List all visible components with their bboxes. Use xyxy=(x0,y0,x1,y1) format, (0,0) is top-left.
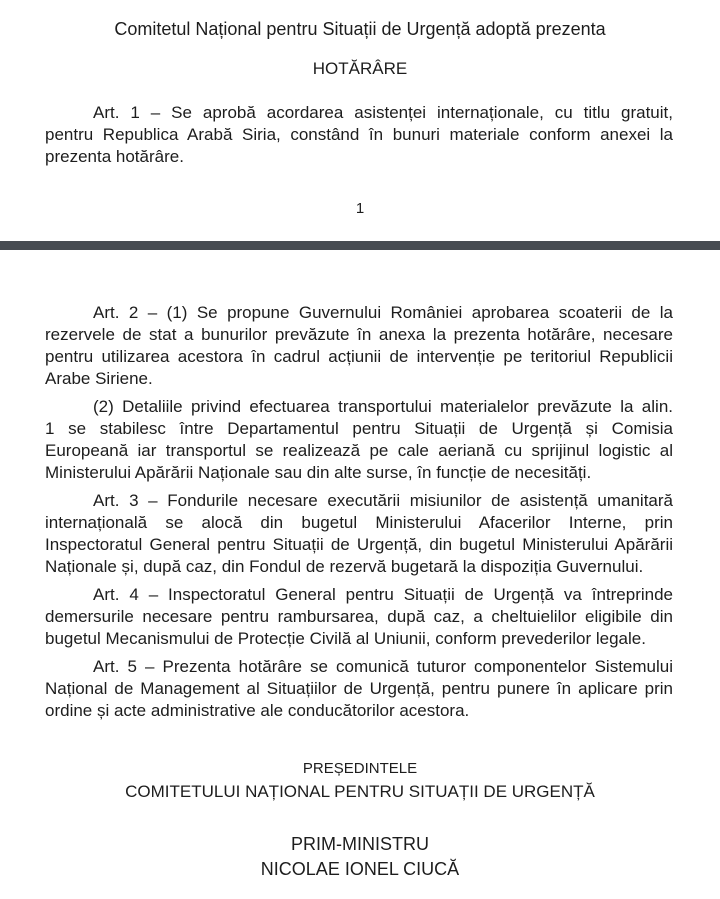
paragraph xyxy=(45,302,673,390)
paragraph-line: Europeană iar transportul se realizează pe cale aeriană cu sprijinul logistic al xyxy=(45,441,673,460)
paragraph-line: prezenta hotărâre. xyxy=(45,147,184,166)
paragraph xyxy=(45,584,673,650)
page-separator xyxy=(0,241,720,250)
document-preamble-line: Comitetul Național pentru Situații de Urgență adoptă prezenta xyxy=(114,19,606,39)
paragraph-line: rezervele de stat a bunurilor prevăzute în anexa la prezenta hotărâre, necesare xyxy=(45,325,673,344)
paragraph xyxy=(45,490,673,578)
paragraph-line: demersurile necesare pentru rambursarea, după caz, a cheltuielilor eligibile din xyxy=(45,607,673,626)
prime-minister-title: PRIM-MINISTRU xyxy=(291,834,429,854)
paragraph-line: Art. 5 – Prezenta hotărâre se comunică tuturor componentelor Sistemului xyxy=(93,657,673,676)
paragraph-line: Naționale și, după caz, din Fondul de rezervă bugetară la dispoziția Guvernului. xyxy=(45,557,644,576)
document-title: HOTĂRÂRE xyxy=(312,59,408,78)
page-1 xyxy=(0,0,720,241)
paragraph xyxy=(45,396,673,484)
paragraph-line: Art. 3 – Fondurile necesare executării misiunilor de asistență umanitară xyxy=(93,491,673,510)
paragraph-line: bugetul Mecanismului de Protecție Civilă al Uniunii, conform prevederilor legale. xyxy=(45,629,646,648)
page-2-body xyxy=(45,302,673,722)
signature-block xyxy=(0,758,720,882)
paragraph-line: 1 se stabilesc între Departamentul pentru Situații de Urgență și Comisia xyxy=(45,419,673,438)
paragraph-line: internațională se alocă din bugetul Ministerului Afacerilor Interne, prin xyxy=(45,513,673,532)
prime-minister-block xyxy=(0,832,720,882)
page-number: 1 xyxy=(355,200,365,217)
president-label: PREȘEDINTELE xyxy=(302,760,418,777)
page-2 xyxy=(0,250,720,899)
paragraph-line: pentru Republica Arabă Siria, constând în bunuri materiale conform anexei la xyxy=(45,125,673,144)
paragraph-line: Art. 4 – Inspectoratul General pentru Situații de Urgență va întreprinde xyxy=(93,585,673,604)
paragraph xyxy=(45,656,673,722)
page-1-body xyxy=(45,102,673,168)
prime-minister-name: NICOLAE IONEL CIUCĂ xyxy=(260,859,460,879)
paragraph xyxy=(45,102,673,168)
paragraph-line: Inspectoratul General pentru Situații de Urgență, din bugetul Ministerului Apărării xyxy=(45,535,673,554)
paragraph-line: Arabe Siriene. xyxy=(45,369,153,388)
paragraph-line: Art. 2 – (1) Se propune Guvernului României aprobarea scoaterii de la xyxy=(93,303,673,322)
committee-name: COMITETULUI NAȚIONAL PENTRU SITUAȚII DE URGENȚĂ xyxy=(125,782,595,801)
paragraph-line: Național de Management al Situațiilor de Urgență, pentru punere în aplicare prin xyxy=(45,679,673,698)
paragraph-line: Art. 1 – Se aprobă acordarea asistenței internaționale, cu titlu gratuit, xyxy=(93,103,673,122)
paragraph-line: pentru utilizarea acestora în cadrul acțiunii de intervenție pe teritoriul Republicii xyxy=(45,347,673,366)
paragraph-line: Ministerului Apărării Naționale sau din alte surse, în funcție de necesități. xyxy=(45,463,592,482)
paragraph-line: ordine și acte administrative ale conducătorilor acestora. xyxy=(45,701,470,720)
paragraph-line: (2) Detaliile privind efectuarea transportului materialelor prevăzute la alin. xyxy=(93,397,673,416)
